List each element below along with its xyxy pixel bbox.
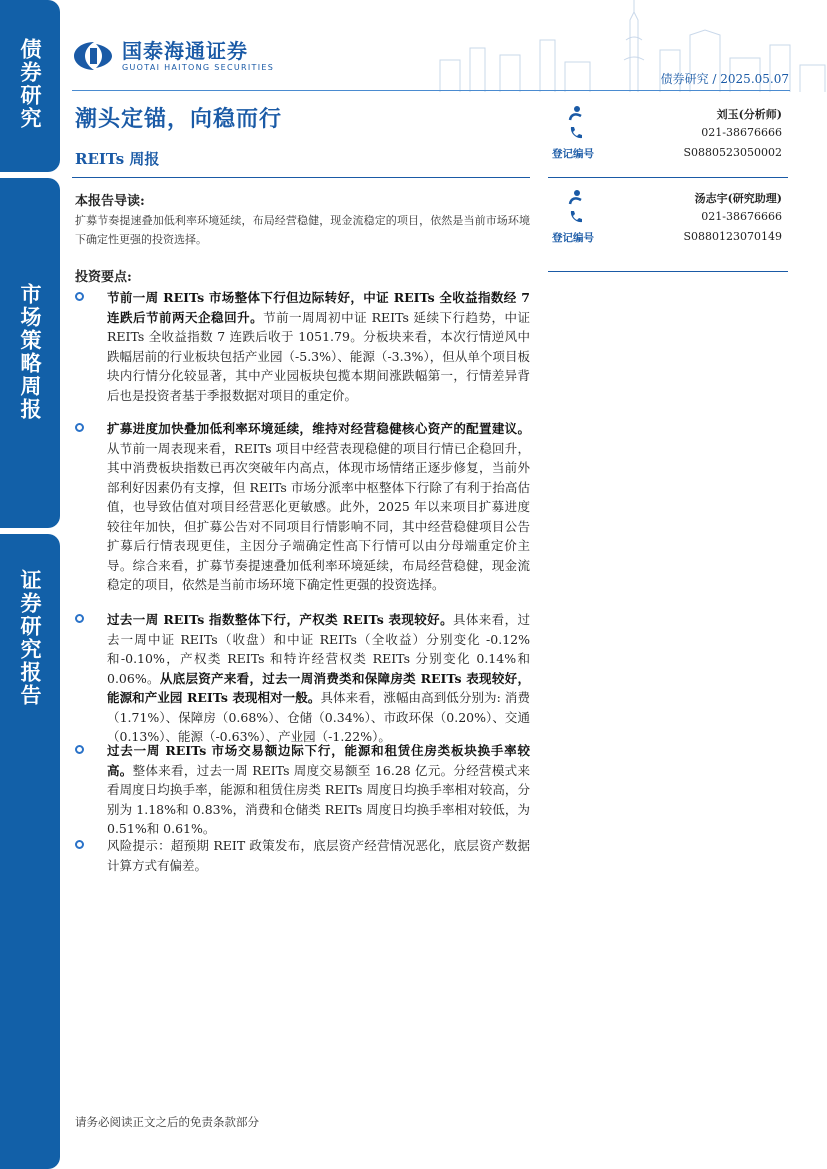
report-title: 潮头定锚，向稳而行 — [75, 107, 283, 132]
key-point-1 — [75, 288, 530, 405]
title-divider — [72, 177, 530, 178]
analyst-name: 汤志宇(研究助理) — [694, 192, 782, 205]
key-point-text: 具体来看，过去一周中证 REITs（收盘）和中证 REITs（全收益）分别变化 -0.12%和-0.10%，产权类 REITs 和特许经营权类 REITs 分别变化 0.14%和 0.06%。 — [107, 612, 530, 686]
phone-icon — [568, 209, 584, 225]
analyst-card-2 — [548, 188, 788, 248]
key-point-2 — [75, 419, 530, 595]
intro-text: 扩募节奏提速叠加低利率环境延续，布局经营稳健，现金流稳定的项目，依然是当前市场环境下确定性更强的投资选择。 — [75, 214, 530, 246]
header-section: 债券研究 — [660, 72, 709, 86]
intro-heading: 本报告导读: — [75, 194, 145, 209]
key-point-text: 从节前一周表现来看，REITs 项目中经营表现稳健的项目行情已企稳回升，其中消费板块指数已再次突破年内高点，体现市场情绪正逐步修复，当前外部利好因素仍有支撑，但 REITs 市场分派率中枢整体下行除了有利于抬高估值，也导致估值对项目经营恶化更敏感。此外，2025 年以来项目扩募进度较往年加快，但扩募公告对不同项目行情影响不同，其中经营稳健项目公告扩募后行情表现更佳，主因分子端确定性高下行情可以由分母端重定价主导。综合来看，扩募节奏提速叠加低利率环境延续，布局经营稳健，现金流稳定的项目，依然是当前市场环境下确定性更强的投资选择。 — [107, 440, 530, 592]
key-point-4 — [75, 741, 530, 839]
key-points-heading: 投资要点: — [75, 270, 132, 285]
analyst-reg-no: S0880523050002 — [683, 146, 782, 159]
key-point-bold: 节前一周 REITs 市场整体下行但边际转好，中证 REITs 全收益指数经 7 连跌后节前两天企稳回升。 — [107, 290, 530, 325]
key-point-bold: 过去一周 REITs 市场交易额边际下行，能源和租赁住房类板块换手率较高。 — [107, 743, 530, 778]
key-point-risk — [75, 836, 530, 875]
analyst-phone: 021-38676666 — [701, 210, 782, 223]
bullet-icon — [75, 840, 84, 849]
key-point-bold: 扩募进度加快叠加低利率环境延续，维持对经营稳健核心资产的配置建议。 — [107, 421, 530, 436]
person-icon — [568, 105, 584, 121]
phone-icon — [568, 125, 584, 141]
bullet-icon — [75, 292, 84, 301]
logo-mark-icon — [72, 40, 116, 72]
reg-label: 登记编号 — [552, 148, 594, 160]
bullet-icon — [75, 614, 84, 623]
header-divider — [72, 90, 790, 91]
analyst-card-1 — [548, 104, 788, 164]
analyst-divider — [548, 271, 788, 272]
key-point-text: 节前一周周初中证 REITs 延续下行趋势，中证 REITs 全收益指数 7 连跌后收于 1051.79。分板块来看，本次行情逆风中跌幅居前的行业板块包括产业园（-5.3%）、能源（-3.3%），但从单个项目板块内行情分化较显著，其中产业园板块包揽本期间涨跌幅第一，行情差异背后也是投资者基于季报数据对项目的重定价。 — [107, 309, 530, 403]
company-logo — [72, 36, 274, 76]
bullet-icon — [75, 423, 84, 432]
analyst-reg-no: S0880123070149 — [683, 230, 782, 243]
key-point-text: 整体来看，过去一周 REITs 周度交易额至 16.28 亿元。分经营模式来看周度日均换手率，能源和租赁住房类 REITs 周度日均换手率相对较高，分别为 1.18%和 0.83%，消费和仓储类 REITs 周度日均换手率相对较低，为 0.51%和 0.61%。 — [107, 762, 530, 836]
report-subtitle: REITs 周报 — [75, 150, 160, 168]
analyst-name: 刘玉(分析师) — [716, 108, 782, 121]
analyst-phone: 021-38676666 — [701, 126, 782, 139]
header-separator: / — [712, 72, 721, 86]
bullet-icon — [75, 745, 84, 754]
company-name-en: GUOTAI HAITONG SECURITIES — [122, 62, 275, 72]
header-meta — [661, 70, 789, 87]
key-point-bold-2: 从底层资产来看，过去一周消费类和保障房类 REITs 表现较好，能源和产业园 REITs 表现相对一般。 — [107, 670, 530, 705]
sidebar-category: 债券研究 — [0, 0, 60, 172]
analyst-divider — [548, 177, 788, 178]
sidebar-report-type: 证券研究报告 — [0, 534, 60, 1169]
footer-disclaimer: 请务必阅读正文之后的免责条款部分 — [75, 1115, 259, 1129]
key-point-text-2: 具体来看，涨幅由高到低分别为: 消费（1.71%）、保障房（0.68%）、仓储（0.34%）、市政环保（0.20%）、交通（0.13%）、能源（-0.63%）、产业园（-1.22%）。 — [107, 690, 530, 744]
left-sidebar — [0, 0, 60, 1169]
key-point-bold: 过去一周 REITs 指数整体下行，产权类 REITs 表现较好。 — [107, 612, 453, 627]
header-date: 2025.05.07 — [720, 72, 789, 86]
reg-label: 登记编号 — [552, 232, 594, 244]
person-icon — [568, 189, 584, 205]
risk-text: 风险提示：超预期 REIT 政策发布，底层资产经营情况恶化，底层资产数据计算方式有偏差。 — [107, 838, 530, 873]
sidebar-series: 市场策略周报 — [0, 178, 60, 528]
key-point-3 — [75, 610, 530, 747]
company-name-cn: 国泰海通证券 — [122, 38, 248, 63]
